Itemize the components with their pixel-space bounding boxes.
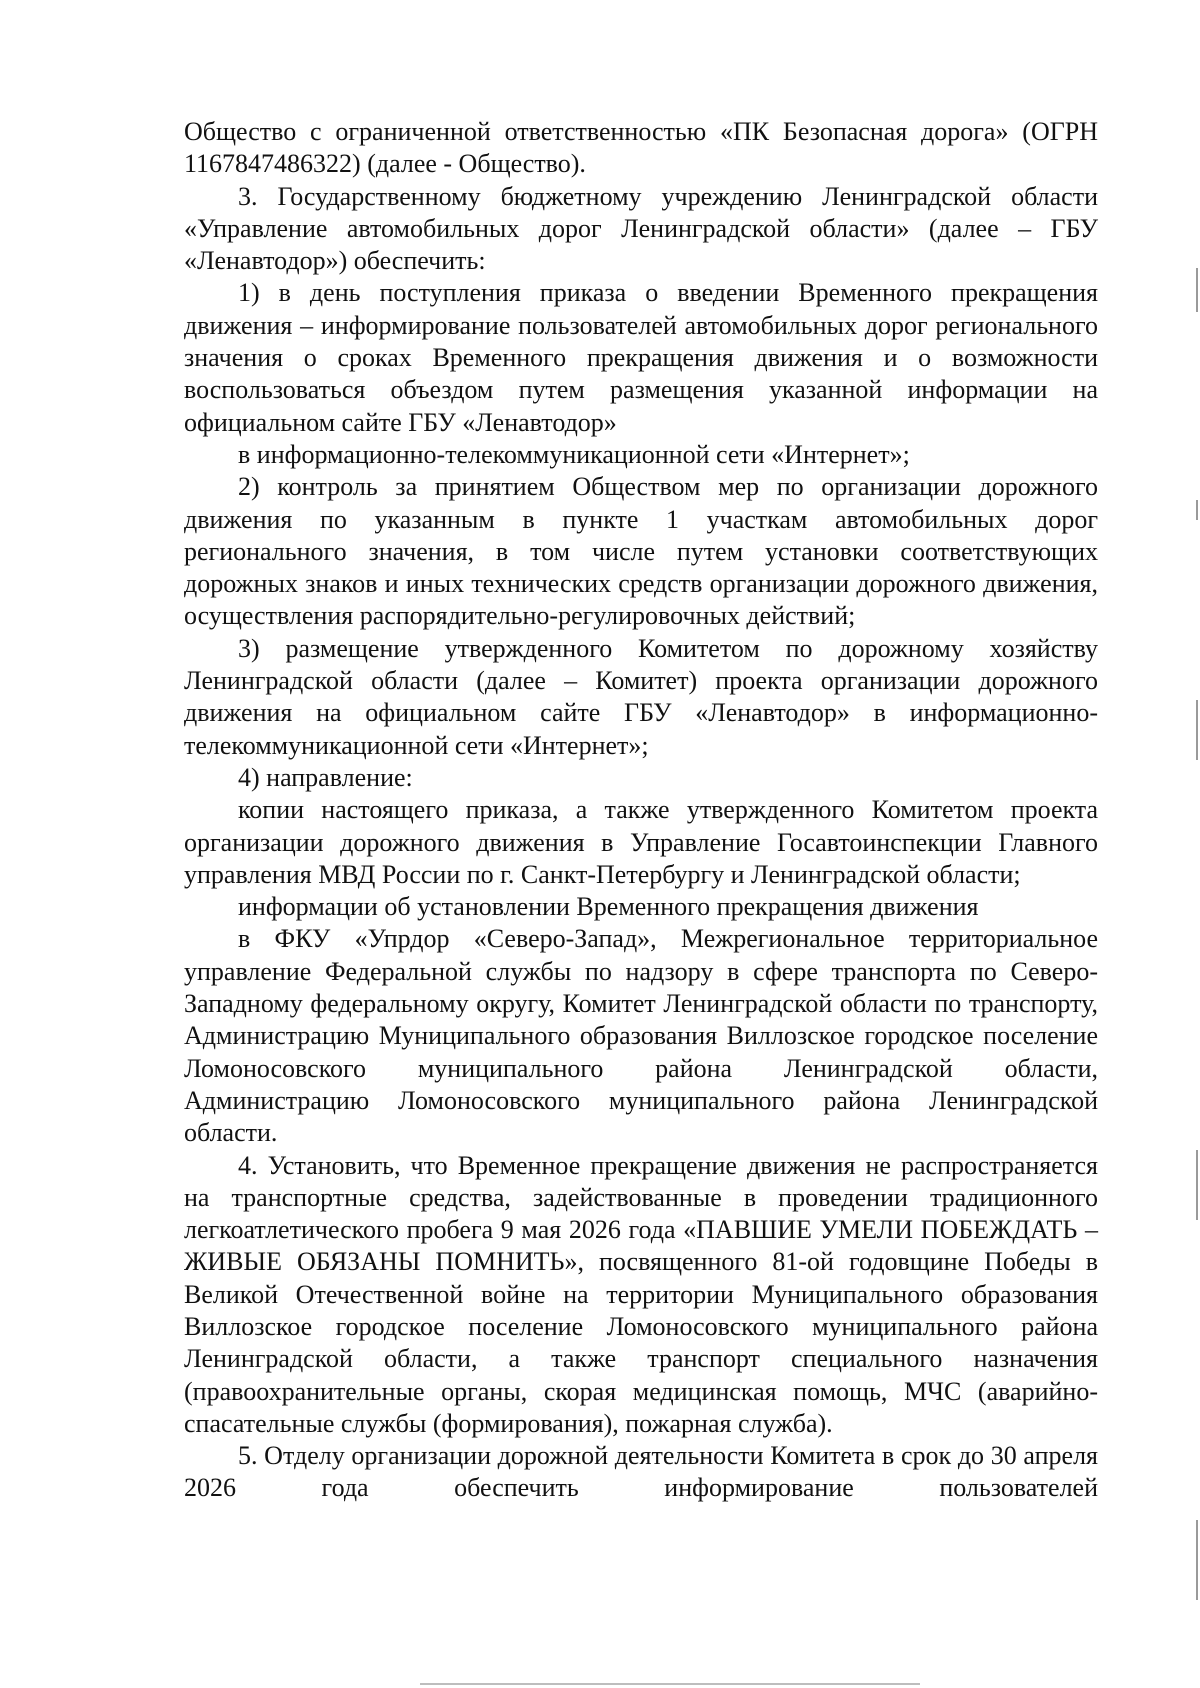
paragraph-subitem-1: 1) в день поступления приказа о введении Временного прекращения движения – информирование пользователей автомобильных дорог регионального значения о сроках Временного прекращения движения и о возможности воспользоваться объездом путем размещения указанной информации на официальном сайте ГБУ «Ленавтодор» [184, 278, 1098, 437]
scan-edge-mark [1196, 1150, 1198, 1220]
paragraph-closure-info: информации об установлении Временного прекращения движения [238, 892, 979, 922]
scan-edge-mark [1196, 500, 1198, 520]
scan-bottom-edge [420, 1683, 920, 1685]
scan-edge-mark [1196, 700, 1198, 760]
paragraph-subitem-3: 3) размещение утвержденного Комитетом по дорожному хозяйству Ленинградской области (далее – Комитет) проекта организации дорожного движения на официальном сайте ГБУ «Ленавтодор» в информационно-телекоммуникационной сети «Интернет»; [184, 633, 1098, 760]
paragraph-item-3: 3. Государственному бюджетному учреждению Ленинградской области «Управление автомобильных дорог Ленинградской области» (далее – ГБУ «Ленавтодор») обеспечить: [184, 181, 1098, 276]
scan-edge-marks [1194, 0, 1200, 1688]
scan-edge-mark [1196, 1520, 1198, 1600]
paragraph-company-name: Общество с ограниченной ответственностью «ПК Безопасная дорога» (ОГРН 1167847486322) (далее - Общество). [184, 117, 1098, 179]
scan-edge-mark [1196, 268, 1198, 312]
paragraph-item-5: 5. Отделу организации дорожной деятельности Комитета в срок до 30 апреля 2026 года обеспечить информирование пользователей [184, 1441, 1098, 1503]
paragraph-item-4: 4. Установить, что Временное прекращение движения не распространяется на транспортные средства, задействованные в проведении традиционного легкоатлетического пробега 9 мая 2026 года «ПАВШИЕ УМЕЛИ ПОБЕЖДАТЬ – ЖИВЫЕ ОБЯЗАНЫ ПОМНИТЬ», посвященного 81-ой годовщине Победы в Великой Отечественной войне на территории Муниципального образования Виллозское городское поселение Ломоносовского муниципального района Ленинградской области, а также транспорт специального назначения (правоохранительные органы, скорая медицинская помощь, МЧС (аварийно-спасательные службы (формирования), пожарная служба). [184, 1150, 1098, 1438]
paragraph-subitem-4: 4) направление: [238, 762, 413, 792]
paragraph-internet-network: в информационно-телекоммуникационной сети «Интернет»; [238, 439, 910, 469]
document-body [184, 116, 1098, 1505]
paragraph-subitem-2: 2) контроль за принятием Обществом мер по организации дорожного движения по указанным в пункте 1 участкам автомобильных дорог регионального значения, в том числе путем установки соответствующих дорожных знаков и иных технических средств организации дорожного движения, осуществления распорядительно-регулировочных действий; [184, 472, 1098, 631]
paragraph-recipients: в ФКУ «Упрдор «Северо-Запад», Межрегиональное территориальное управление Федеральной службы по надзору в сфере транспорта по Северо-Западному федеральному округу, Комитет Ленинградской области по транспорту, Администрацию Муниципального образования Виллозское городское поселение Ломоносовского муниципального района Ленинградской области, Администрацию Ломоносовского муниципального района Ленинградской области. [184, 924, 1098, 1148]
paragraph-order-copies: копии настоящего приказа, а также утвержденного Комитетом проекта организации дорожного движения в Управление Госавтоинспекции Главного управления МВД России по г. Санкт-Петербургу и Ленинградской области; [184, 795, 1098, 889]
